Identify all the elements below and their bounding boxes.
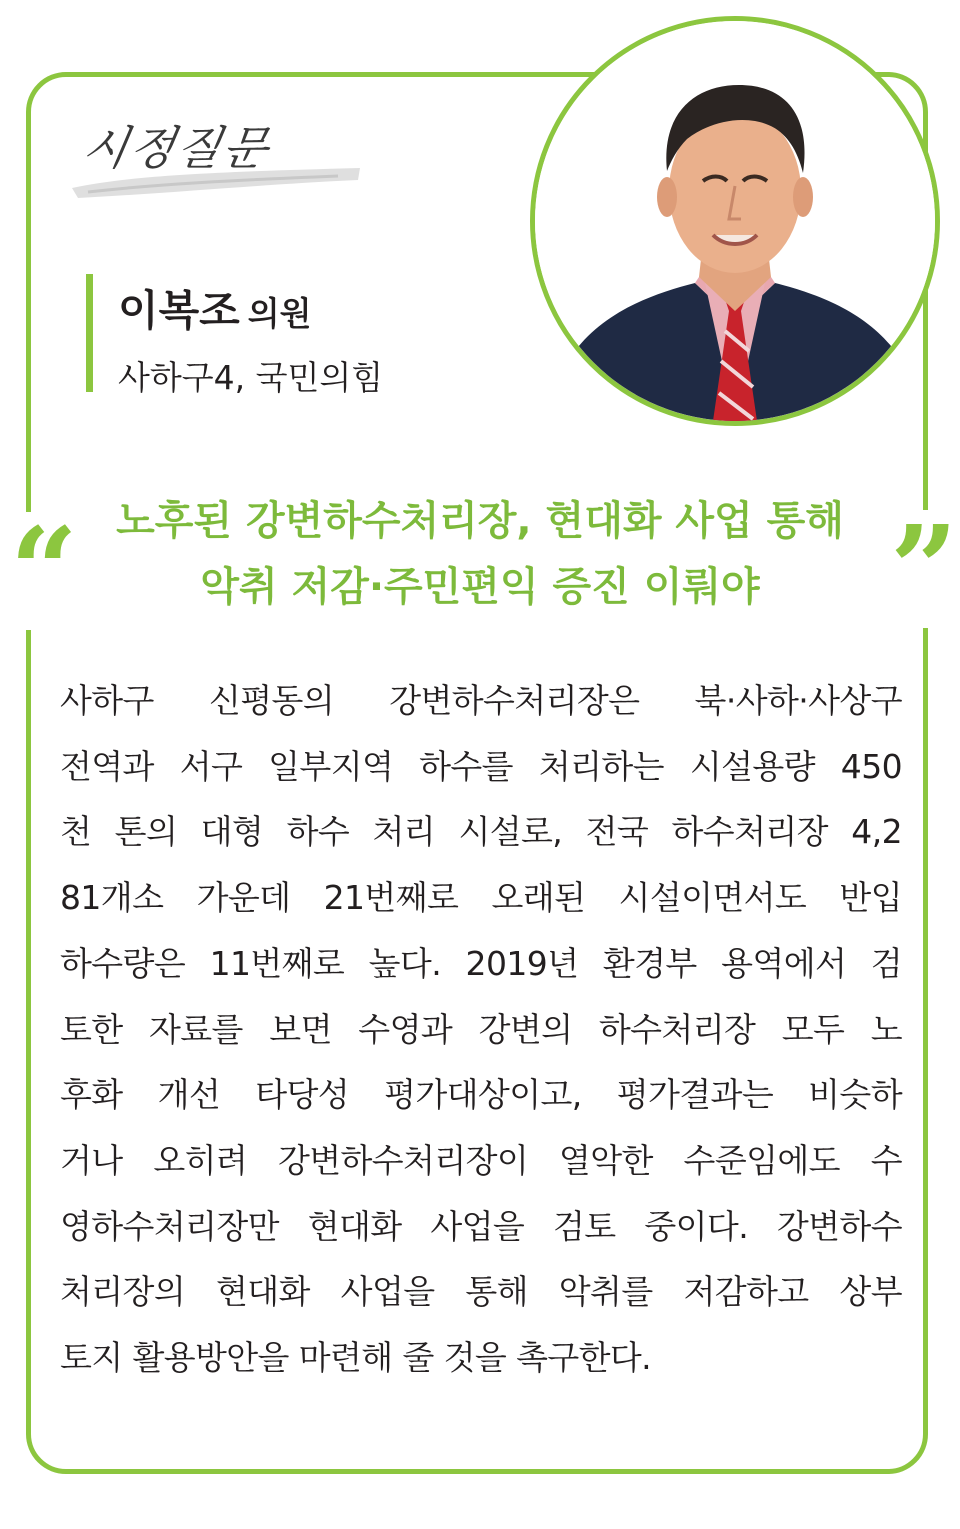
body-line: 영하수처리장만 현대화 사업을 검토 중이다. 강변하수 [60,1206,902,1246]
body-line: 처리장의 현대화 사업을 통해 악취를 저감하고 상부 [60,1272,902,1312]
body-line: 토지 활용방안을 마련해 줄 것을 촉구한다. [60,1338,652,1378]
open-quote-mark: “ [10,501,78,640]
member-affiliation: 사하구4, 국민의힘 [118,358,384,397]
headline-line-2: 악취 저감·주민편익 증진 이뤄야 [200,564,760,610]
body-line: 토한 자료를 보면 수영과 강변의 하수처리장 모두 노 [60,1009,902,1049]
headline [60,488,900,620]
body-line: 81개소 가운데 21번째로 오래된 시설이면서도 반입 [60,878,902,918]
member-title: 의원 [247,294,312,333]
member-name-line [118,278,311,338]
body-line: 거나 오히려 강변하수처리장이 열악한 수준임에도 수 [60,1140,902,1180]
member-portrait [530,16,940,426]
member-name: 이복조 [118,286,240,335]
body-line: 하수량은 11번째로 높다. 2019년 환경부 용역에서 검 [60,943,902,983]
body-line: 천 톤의 대형 하수 처리 시설로, 전국 하수처리장 4,2 [60,812,902,852]
name-accent-bar [86,274,93,392]
headline-line-1: 노후된 강변하수처리장, 현대화 사업 통해 [116,498,844,544]
portrait-illustration [535,21,935,421]
body-line: 사하구 신평동의 강변하수처리장은 북·사하·사상구 [60,681,902,720]
body-line: 전역과 서구 일부지역 하수를 처리하는 시설용량 450 [60,746,902,786]
body-text [60,668,902,1391]
close-quote-mark: ” [890,499,958,638]
section-label: 시정질문 [78,121,274,175]
body-line: 후화 개선 타당성 평가대상이고, 평가결과는 비슷하 [60,1075,902,1115]
